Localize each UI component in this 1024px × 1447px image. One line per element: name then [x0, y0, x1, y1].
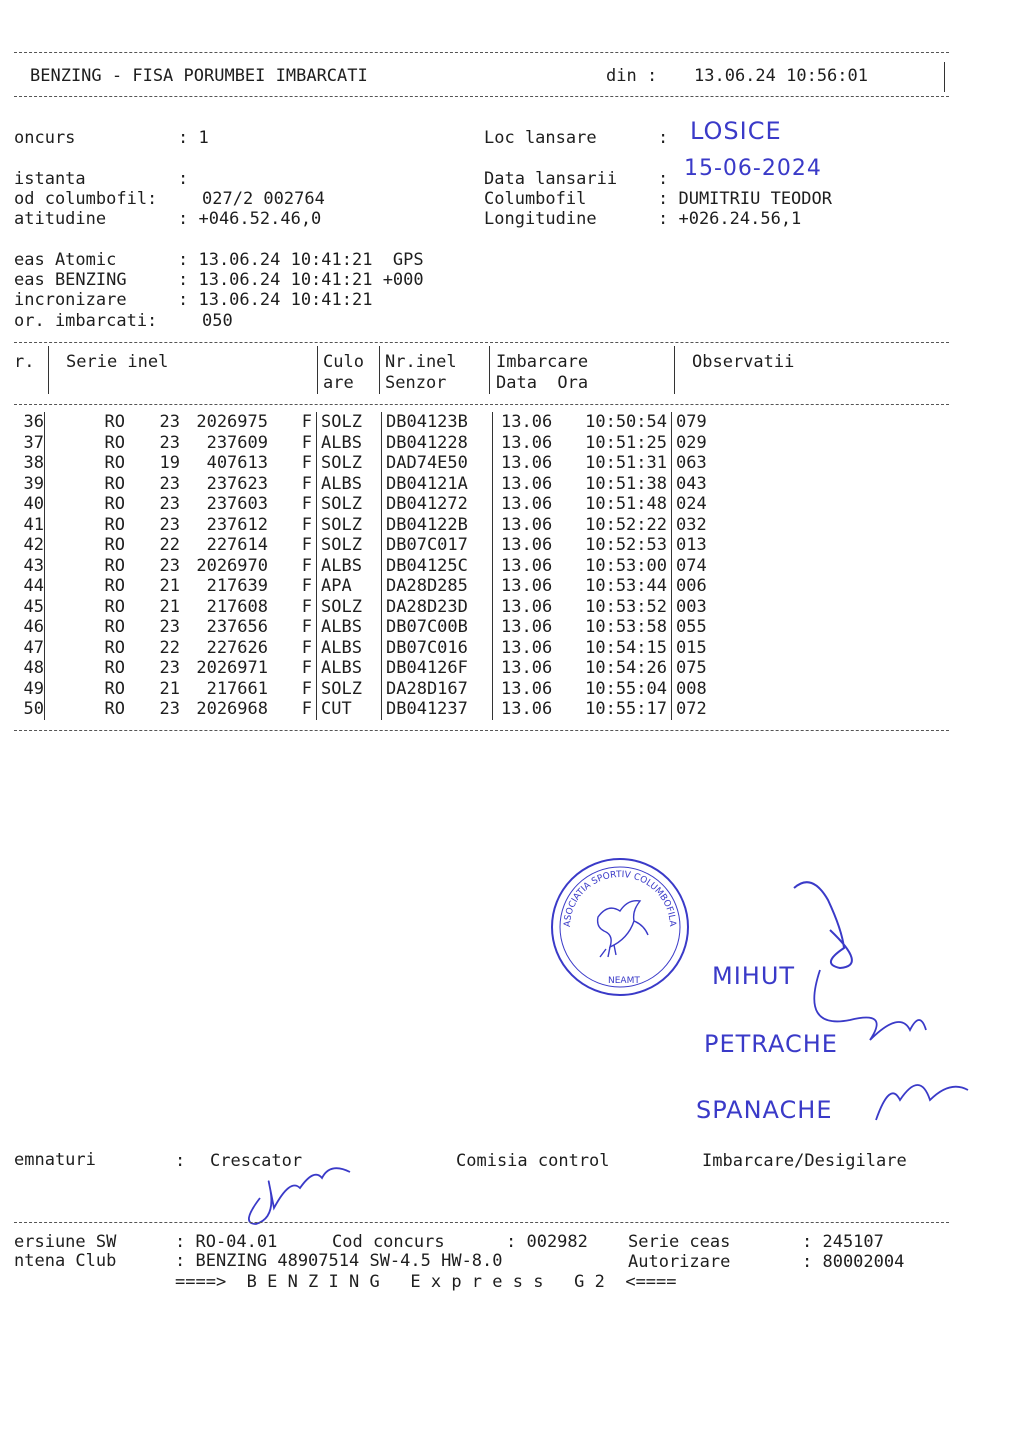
cod-concurs-label: Cod concurs — [332, 1232, 445, 1252]
cell-an: 22 — [159, 535, 180, 556]
cell-nr: 42 — [23, 535, 44, 556]
cell-culoare: ALBS — [317, 617, 382, 638]
cell-sex: F — [301, 555, 312, 576]
cell-tara: RO — [45, 699, 126, 720]
cell-nr: 46 — [23, 617, 44, 638]
pigeons-table-body — [14, 412, 736, 720]
cell-ora: 10:53:58 — [585, 617, 667, 638]
cell-tara: RO — [45, 597, 126, 618]
cell-numar: 237623 — [206, 473, 268, 494]
cell-data: 13.06 — [493, 494, 560, 515]
table-row — [14, 453, 736, 474]
cell-senzor: DAD74E50 — [382, 453, 493, 474]
cell-an: 23 — [159, 617, 180, 638]
cell-obs: 072 — [672, 699, 737, 720]
cell-senzor: DA28D23D — [382, 597, 493, 618]
cell-senzor: DB07C017 — [382, 535, 493, 556]
cod-concurs-value: : 002982 — [506, 1232, 588, 1252]
cell-numar: 2026968 — [196, 699, 268, 720]
cell-data: 13.06 — [493, 576, 560, 597]
loc-lansare-sep: : — [658, 128, 669, 148]
semnaturi-imbarcare: Imbarcare/Desigilare — [702, 1151, 907, 1171]
cell-senzor: DB041228 — [382, 433, 493, 454]
data-lansarii-sep: : — [658, 169, 669, 189]
cell-sex: F — [301, 699, 312, 720]
cell-ora: 10:52:53 — [585, 535, 667, 556]
cell-culoare: SOLZ — [317, 453, 382, 474]
cell-tara: RO — [45, 494, 126, 515]
cell-obs: 006 — [672, 576, 737, 597]
cell-senzor: DB07C00B — [382, 617, 493, 638]
table-top-rule — [14, 342, 949, 343]
ceas-atomic-value: : 13.06.24 10:41:21 GPS — [178, 250, 424, 270]
table-row — [14, 535, 736, 556]
columbofil-label: Columbofil — [484, 189, 587, 209]
latitudine-label: atitudine — [14, 209, 107, 229]
nr-imbarcati-label: or. imbarcati: — [14, 311, 158, 331]
cell-data: 13.06 — [493, 658, 560, 679]
cell-culoare: APA — [317, 576, 382, 597]
cell-ora: 10:51:48 — [585, 494, 667, 515]
col-header-imbarcare-1: Imbarcare — [496, 352, 589, 372]
cell-culoare: SOLZ — [317, 679, 382, 700]
header-divider-3 — [379, 346, 380, 394]
cell-culoare: SOLZ — [317, 412, 382, 433]
cell-nr: 44 — [23, 576, 44, 597]
cell-tara: RO — [45, 556, 126, 577]
cell-senzor: DB07C016 — [382, 638, 493, 659]
cell-ora: 10:53:00 — [585, 555, 667, 576]
cell-nr: 39 — [23, 473, 44, 494]
cell-obs: 013 — [672, 535, 737, 556]
semnaturi-comisia: Comisia control — [456, 1151, 610, 1171]
cell-numar: 227626 — [206, 637, 268, 658]
cell-obs: 008 — [672, 679, 737, 700]
antena-value: : BENZING 48907514 SW-4.5 HW-8.0 — [175, 1251, 503, 1271]
cell-senzor: DA28D167 — [382, 679, 493, 700]
cell-ora: 10:55:17 — [585, 699, 667, 720]
cell-nr: 36 — [23, 412, 44, 433]
cell-data: 13.06 — [493, 433, 560, 454]
col-header-senzor-1: Nr.inel — [385, 352, 457, 372]
cell-an: 23 — [159, 514, 180, 535]
cell-nr: 38 — [23, 453, 44, 474]
cell-senzor: DB04126F — [382, 658, 493, 679]
cell-culoare: SOLZ — [317, 515, 382, 536]
cell-obs: 024 — [672, 494, 737, 515]
ceas-benzing-label: eas BENZING — [14, 270, 127, 290]
col-header-serie: Serie inel — [66, 352, 169, 372]
cell-sex: F — [301, 637, 312, 658]
cell-an: 23 — [159, 473, 180, 494]
header-divider-5 — [674, 346, 675, 394]
cell-obs: 029 — [672, 433, 737, 454]
cell-obs: 055 — [672, 617, 737, 638]
dove-icon — [598, 901, 648, 957]
pigeons-table — [14, 412, 736, 720]
cell-ora: 10:52:22 — [585, 514, 667, 535]
cell-numar: 2026975 — [196, 412, 268, 433]
loc-lansare-label: Loc lansare — [484, 128, 597, 148]
cell-nr: 43 — [23, 555, 44, 576]
cell-ora: 10:53:52 — [585, 596, 667, 617]
cell-culoare: ALBS — [317, 638, 382, 659]
col-header-culoare-1: Culo — [323, 352, 364, 372]
cell-sex: F — [301, 678, 312, 699]
handwritten-name-mihut: MIHUT — [712, 962, 796, 990]
table-row — [14, 638, 736, 659]
cell-ora: 10:51:38 — [585, 473, 667, 494]
cell-data: 13.06 — [493, 699, 560, 720]
cell-an: 23 — [159, 658, 180, 679]
loc-lansare-handwritten: LOSICE — [690, 117, 782, 145]
stamp-bottom-text: NEAMT — [608, 976, 640, 986]
cell-sex: F — [301, 658, 312, 679]
cell-an: 19 — [159, 453, 180, 474]
cod-columbofil-value: 027/2 002764 — [202, 189, 325, 209]
longitudine-label: Longitudine — [484, 209, 597, 229]
cell-sex: F — [301, 432, 312, 453]
distanta-label: istanta — [14, 169, 86, 189]
serie-ceas-value: : 245107 — [802, 1232, 884, 1252]
cell-ora: 10:54:15 — [585, 637, 667, 658]
cell-sex: F — [301, 535, 312, 556]
header-divider-1 — [48, 346, 49, 394]
semnaturi-label: emnaturi — [14, 1150, 96, 1170]
cell-tara: RO — [45, 515, 126, 536]
autorizare-label: Autorizare — [628, 1252, 731, 1272]
cell-obs: 075 — [672, 658, 737, 679]
header-title: BENZING - FISA PORUMBEI IMBARCATI — [30, 66, 368, 86]
header-date-label: din : — [606, 66, 658, 86]
cell-an: 23 — [159, 555, 180, 576]
header-top-rule — [14, 52, 949, 53]
cell-senzor: DB041272 — [382, 494, 493, 515]
cell-culoare: SOLZ — [317, 535, 382, 556]
cell-numar: 2026971 — [196, 658, 268, 679]
cell-an: 23 — [159, 432, 180, 453]
signature-scribbles — [780, 870, 980, 1140]
cell-numar: 407613 — [206, 453, 268, 474]
cell-tara: RO — [45, 412, 126, 433]
club-stamp — [548, 855, 693, 1000]
cell-senzor: DB041237 — [382, 699, 493, 720]
cell-sex: F — [301, 617, 312, 638]
cell-sex: F — [301, 453, 312, 474]
cell-data: 13.06 — [493, 556, 560, 577]
sincronizare-value: : 13.06.24 10:41:21 — [178, 290, 373, 310]
header-date-value: 13.06.24 10:56:01 — [694, 66, 868, 86]
cell-data: 13.06 — [493, 515, 560, 536]
cell-senzor: DB04125C — [382, 556, 493, 577]
cell-tara: RO — [45, 576, 126, 597]
cell-an: 23 — [159, 494, 180, 515]
footer-top-rule — [14, 1222, 949, 1223]
cell-numar: 217608 — [206, 596, 268, 617]
header-right-border — [944, 62, 945, 92]
cell-data: 13.06 — [493, 453, 560, 474]
table-row — [14, 412, 736, 433]
cell-data: 13.06 — [493, 597, 560, 618]
cell-nr: 49 — [23, 678, 44, 699]
semnaturi-crescator: Crescator — [210, 1151, 303, 1171]
table-row — [14, 699, 736, 720]
cell-data: 13.06 — [493, 412, 560, 433]
cell-data: 13.06 — [493, 638, 560, 659]
cell-senzor: DB04121A — [382, 474, 493, 495]
cell-tara: RO — [45, 535, 126, 556]
table-row — [14, 617, 736, 638]
cell-nr: 41 — [23, 514, 44, 535]
cell-an: 21 — [159, 596, 180, 617]
cell-obs: 043 — [672, 474, 737, 495]
longitudine-value: : +026.24.56,1 — [658, 209, 802, 229]
cell-tara: RO — [45, 474, 126, 495]
cell-obs: 032 — [672, 515, 737, 536]
cell-numar: 237656 — [206, 617, 268, 638]
cell-senzor: DA28D285 — [382, 576, 493, 597]
cell-nr: 37 — [23, 432, 44, 453]
cell-data: 13.06 — [493, 679, 560, 700]
cell-ora: 10:54:26 — [585, 658, 667, 679]
cell-numar: 2026970 — [196, 555, 268, 576]
header-bottom-rule — [14, 96, 949, 97]
ceas-benzing-value: : 13.06.24 10:41:21 +000 — [178, 270, 424, 290]
table-row — [14, 494, 736, 515]
table-row — [14, 679, 736, 700]
cell-nr: 40 — [23, 494, 44, 515]
cell-sex: F — [301, 596, 312, 617]
header-divider-2 — [317, 346, 318, 394]
cell-nr: 47 — [23, 637, 44, 658]
cell-numar: 237612 — [206, 514, 268, 535]
table-row — [14, 515, 736, 536]
semnaturi-sep: : — [175, 1151, 186, 1171]
cell-an: 22 — [159, 637, 180, 658]
cell-an: 21 — [159, 576, 180, 597]
col-header-observatii: Observatii — [692, 352, 795, 372]
cell-obs: 015 — [672, 638, 737, 659]
table-row — [14, 576, 736, 597]
stamp-top-text: ASOCIATIA SPORTIV COLUMBOFILA — [562, 869, 678, 928]
cell-an: 23 — [159, 699, 180, 720]
distanta-value: : — [178, 169, 189, 189]
cell-nr: 50 — [23, 699, 44, 720]
cod-columbofil-label: od columbofil: — [14, 189, 158, 209]
serie-ceas-label: Serie ceas — [628, 1232, 731, 1252]
antena-label: ntena Club — [14, 1251, 117, 1271]
cell-culoare: ALBS — [317, 658, 382, 679]
cell-sex: F — [301, 494, 312, 515]
col-header-imbarcare-2: Data Ora — [496, 373, 589, 393]
cell-data: 13.06 — [493, 617, 560, 638]
ceas-atomic-label: eas Atomic — [14, 250, 117, 270]
cell-numar: 237609 — [206, 432, 268, 453]
cell-culoare: SOLZ — [317, 494, 382, 515]
cell-ora: 10:55:04 — [585, 678, 667, 699]
cell-senzor: DB04123B — [382, 412, 493, 433]
cell-sex: F — [301, 576, 312, 597]
cell-tara: RO — [45, 433, 126, 454]
cell-tara: RO — [45, 638, 126, 659]
cell-numar: 227614 — [206, 535, 268, 556]
data-lansarii-label: Data lansarii — [484, 169, 618, 189]
table-row — [14, 474, 736, 495]
versiune-label: ersiune SW — [14, 1232, 117, 1252]
table-row — [14, 597, 736, 618]
table-header-rule — [14, 404, 949, 405]
brand-line: ====> B E N Z I N G E x p r e s s G 2 <==== — [175, 1272, 677, 1292]
cell-culoare: ALBS — [317, 556, 382, 577]
table-row — [14, 556, 736, 577]
cell-obs: 003 — [672, 597, 737, 618]
cell-tara: RO — [45, 679, 126, 700]
cell-data: 13.06 — [493, 535, 560, 556]
concurs-label: oncurs — [14, 128, 76, 148]
nr-imbarcati-value: 050 — [202, 311, 233, 331]
cell-nr: 48 — [23, 658, 44, 679]
cell-ora: 10:51:25 — [585, 432, 667, 453]
table-bottom-rule — [14, 730, 949, 731]
handwritten-name-petrache: PETRACHE — [704, 1030, 838, 1058]
cell-obs: 063 — [672, 453, 737, 474]
cell-culoare: CUT — [317, 699, 382, 720]
stamp-inner-ring — [560, 867, 680, 987]
handwritten-name-spanache: SPANACHE — [696, 1096, 833, 1124]
cell-culoare: ALBS — [317, 474, 382, 495]
versiune-value: : RO-04.01 — [175, 1232, 278, 1252]
cell-culoare: SOLZ — [317, 597, 382, 618]
cell-data: 13.06 — [493, 474, 560, 495]
concurs-value: : 1 — [178, 128, 209, 148]
cell-an: 21 — [159, 678, 180, 699]
data-lansarii-handwritten: 15-06-2024 — [684, 156, 822, 181]
cell-culoare: ALBS — [317, 433, 382, 454]
cell-sex: F — [301, 473, 312, 494]
table-row — [14, 433, 736, 454]
cell-obs: 079 — [672, 412, 737, 433]
cell-ora: 10:53:44 — [585, 576, 667, 597]
cell-ora: 10:50:54 — [585, 412, 667, 433]
cell-senzor: DB04122B — [382, 515, 493, 536]
col-header-culoare-2: are — [323, 373, 354, 393]
cell-numar: 217639 — [206, 576, 268, 597]
columbofil-value: : DUMITRIU TEODOR — [658, 189, 832, 209]
cell-sex: F — [301, 412, 312, 433]
col-header-nr: r. — [14, 352, 35, 372]
col-header-senzor-2: Senzor — [385, 373, 447, 393]
latitudine-value: : +046.52.46,0 — [178, 209, 322, 229]
sincronizare-label: incronizare — [14, 290, 127, 310]
header-divider-4 — [489, 346, 490, 394]
cell-numar: 217661 — [206, 678, 268, 699]
cell-tara: RO — [45, 658, 126, 679]
cell-tara: RO — [45, 453, 126, 474]
cell-sex: F — [301, 514, 312, 535]
cell-numar: 237603 — [206, 494, 268, 515]
cell-ora: 10:51:31 — [585, 453, 667, 474]
table-row — [14, 658, 736, 679]
cell-an: 23 — [159, 412, 180, 433]
cell-tara: RO — [45, 617, 126, 638]
cell-nr: 45 — [23, 596, 44, 617]
cell-obs: 074 — [672, 556, 737, 577]
autorizare-value: : 80002004 — [802, 1252, 905, 1272]
